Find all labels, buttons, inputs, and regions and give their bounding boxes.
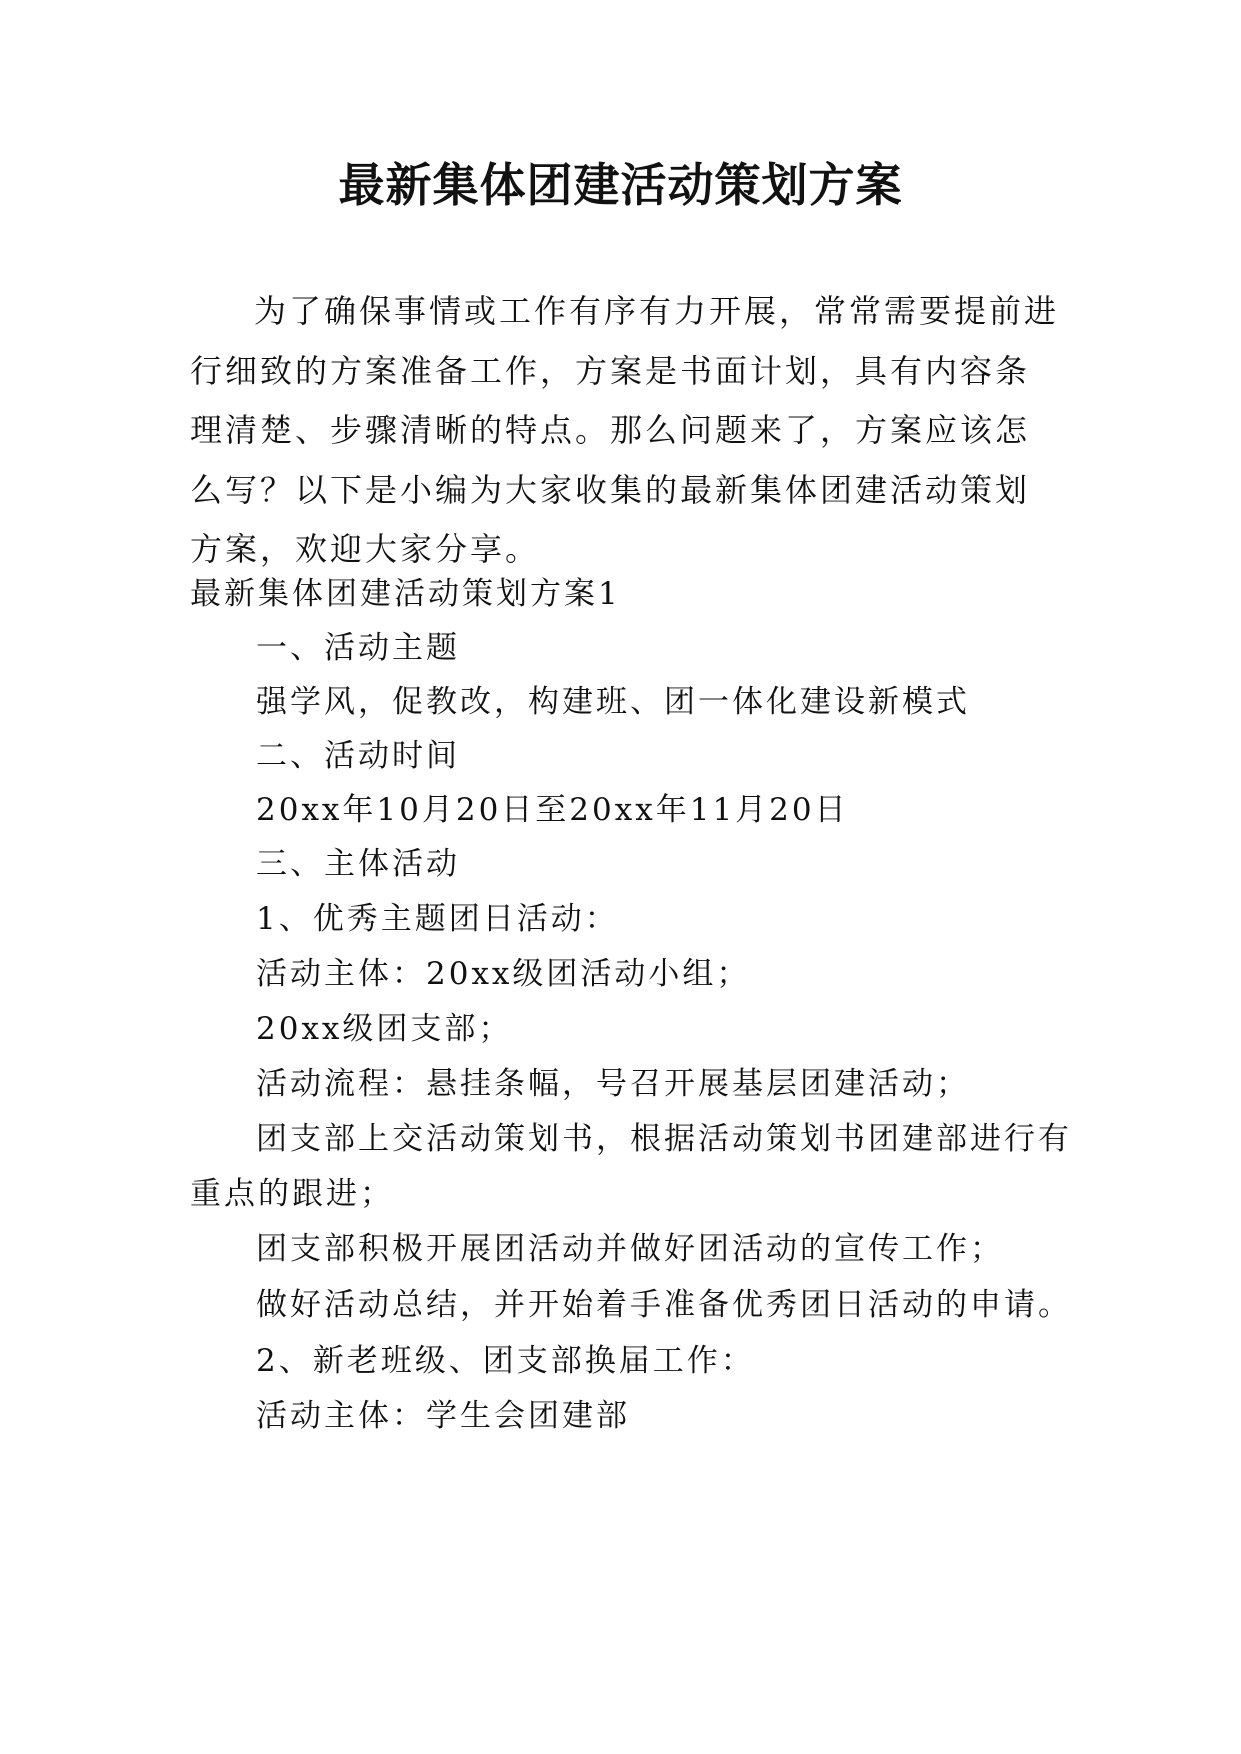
paragraph-line: 团支部上交活动策划书，根据活动策划书团建部进行有	[256, 1121, 1072, 1157]
paragraph-line: 活动流程：悬挂条幅，号召开展基层团建活动；	[256, 1066, 970, 1102]
paragraph-line: 20xx年10月20日至20xx年11月20日	[256, 792, 849, 828]
paragraph-line: 2、新老班级、团支部换届工作：	[256, 1343, 755, 1379]
paragraph-line: 一、活动主题	[256, 630, 460, 666]
paragraph-line: 20xx级团支部；	[256, 1011, 513, 1047]
paragraph-line: 活动主体：20xx级团活动小组；	[256, 956, 751, 992]
paragraph-line: 重点的跟进；	[190, 1176, 394, 1212]
paragraph-line: 团支部积极开展团活动并做好团活动的宣传工作；	[256, 1231, 1004, 1267]
intro-paragraph: 为了确保事情或工作有序有力开展，常常需要提前进行细致的方案准备工作，方案是书面计划，具有内容条理清楚、步骤清晰的特点。那么问题来了，方案应该怎么写？以下是小编为大家收集的最新集体团建活动策划方案，欢迎大家分享。	[190, 292, 1060, 568]
paragraph-line: 活动主体：学生会团建部	[256, 1398, 630, 1434]
paragraph-line: 1、优秀主题团日活动：	[256, 901, 619, 937]
paragraph-line: 做好活动总结，并开始着手准备优秀团日活动的申请。	[256, 1287, 1072, 1323]
section-heading: 最新集体团建活动策划方案1	[190, 576, 621, 612]
paragraph-line: 强学风，促教改，构建班、团一体化建设新模式	[256, 684, 970, 720]
paragraph-line: 二、活动时间	[256, 738, 460, 774]
paragraph-line: 三、主体活动	[256, 846, 460, 882]
document-title: 最新集体团建活动策划方案	[338, 158, 903, 212]
